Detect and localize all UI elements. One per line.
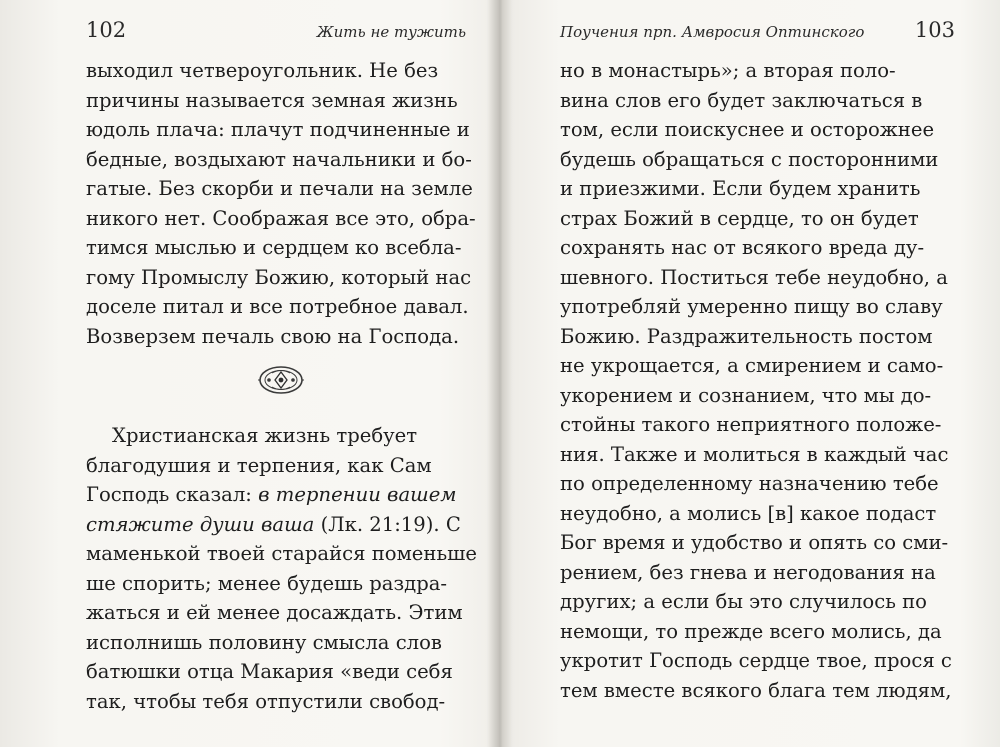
text-line: маменькой твоей старайся поменьше	[86, 542, 477, 565]
text-line: по определенному назначению тебе	[560, 472, 939, 495]
text-line: тем вместе всякого блага тем людям,	[560, 678, 952, 702]
text-line: будешь обращаться с посторонними	[560, 147, 939, 171]
text-segment: Господь сказал:	[86, 483, 259, 506]
left-running-title: Жить не тужить	[316, 23, 466, 41]
right-running-title: Поучения прп. Амвросия Оптинского	[560, 23, 865, 41]
text-line: немощи, то прежде всего молись, да	[560, 619, 942, 643]
text-line: ше спорить; менее будешь раздра-	[86, 571, 448, 595]
text-line: так, чтобы тебя отпустили свобод-	[86, 689, 446, 713]
ornament-icon	[258, 365, 304, 395]
text-line: и приезжими. Если будем хранить	[560, 177, 921, 200]
text-line: жаться и ей менее досаждать. Этим	[86, 601, 463, 624]
text-line: укорением и сознанием, что мы до-	[560, 383, 932, 407]
text-line: Возверзем печаль свою на Господа.	[86, 324, 460, 348]
scripture-quote: стяжите души ваша	[86, 512, 315, 536]
text-line: причины называется земная жизнь	[86, 88, 458, 112]
scripture-reference: (Лк. 21:19). С	[314, 512, 461, 536]
text-line: сохранять нас от всякого вреда ду-	[560, 236, 925, 259]
text-line: исполнишь половину смысла слов	[86, 630, 442, 654]
text-line: неудобно, а молись [в] какое подаст	[560, 501, 937, 525]
text-line: никого нет. Соображая все это, обра-	[86, 206, 476, 230]
text-line: доселе питал и все потребное давал.	[86, 295, 469, 318]
text-line: том, если поискуснее и осторожнее	[560, 118, 935, 141]
text-line: стойны такого неприятного положе-	[560, 413, 942, 436]
text-line: употребляй умеренно пищу во славу	[560, 295, 943, 318]
text-line: гому Промыслу Божию, который нас	[86, 265, 472, 289]
text-line: бедные, воздыхают начальники и бо-	[86, 147, 472, 171]
text-line: Божию. Раздражительность постом	[560, 324, 933, 348]
right-page-number: 103	[914, 18, 955, 42]
text-line: ния. Также и молиться в каждый час	[560, 442, 949, 466]
right-page-header	[560, 18, 955, 46]
text-line: не укрощается, а смирением и само-	[560, 354, 944, 377]
left-page-number: 102	[86, 18, 127, 42]
paragraph-2	[86, 421, 476, 716]
text-line: вина слов его будет заключаться в	[560, 88, 923, 112]
text-line: батюшки отца Макария «веди себя	[86, 660, 453, 683]
text-line: выходил четвероугольник. Не без	[86, 59, 439, 82]
section-ornament	[86, 351, 476, 421]
right-page	[500, 0, 1000, 747]
text-line: шевного. Поститься тебе неудобно, а	[560, 265, 948, 289]
text-line: рением, без гнева и негодования на	[560, 560, 936, 584]
right-page-body	[560, 56, 955, 705]
text-line: но в монастырь»; а вторая поло-	[560, 59, 896, 82]
text-line: тимся мыслью и сердцем ко всебла-	[86, 236, 462, 259]
text-line: Бог время и удобство и опять со сми-	[560, 531, 949, 554]
left-page-header	[86, 18, 466, 46]
left-page-body	[86, 56, 476, 716]
text-line: страх Божий в сердце, то он будет	[560, 206, 919, 230]
text-line: укротит Господь сердце твое, прося с	[560, 649, 952, 672]
text-line: других; а если бы это случилось по	[560, 590, 927, 613]
paragraph-1	[86, 56, 476, 351]
text-line	[86, 510, 476, 540]
text-line: благодушия и терпения, как Сам	[86, 453, 432, 477]
text-line: юдоль плача: плачут подчиненные и	[86, 118, 470, 141]
text-line: Христианская жизнь требует	[112, 424, 418, 447]
text-line: гатые. Без скорби и печали на земле	[86, 177, 473, 200]
scripture-quote: в терпении вашем	[258, 483, 457, 506]
text-line	[86, 480, 476, 510]
